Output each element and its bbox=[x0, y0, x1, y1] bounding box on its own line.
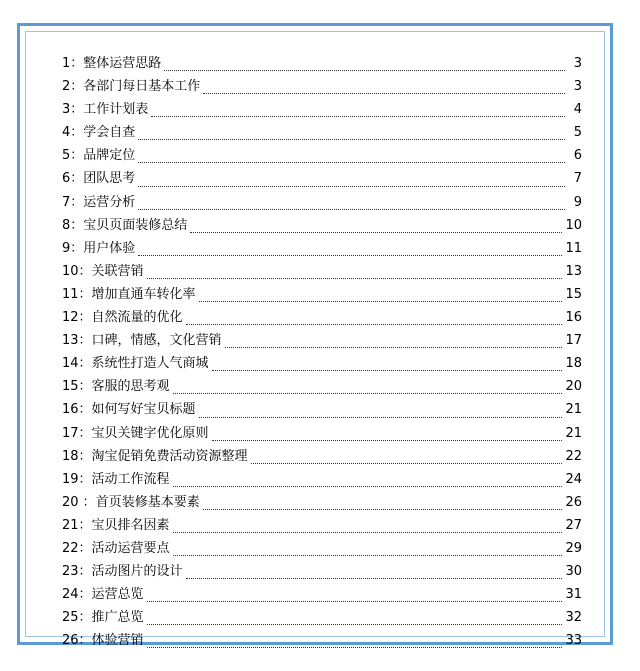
toc-entry-page: 30 bbox=[565, 564, 582, 580]
toc-dot-leader bbox=[190, 231, 562, 233]
toc-entry[interactable] bbox=[62, 537, 582, 560]
toc-entry-page: 26 bbox=[565, 494, 582, 510]
toc-entry-page: 22 bbox=[565, 448, 582, 464]
toc-entry[interactable] bbox=[62, 468, 582, 491]
toc-dot-leader bbox=[173, 554, 563, 556]
toc-entry[interactable] bbox=[62, 329, 582, 352]
toc-entry-number: 4： bbox=[62, 125, 84, 141]
toc-entry-title: 工作计划表 bbox=[83, 102, 149, 118]
toc-entry-number: 23： bbox=[62, 564, 92, 580]
toc-entry-title: 运营总览 bbox=[91, 587, 144, 603]
toc-entry[interactable] bbox=[62, 375, 582, 398]
toc-dot-leader bbox=[212, 439, 563, 441]
toc-dot-leader bbox=[199, 300, 563, 302]
toc-dot-leader bbox=[173, 531, 563, 533]
toc-entry-page: 31 bbox=[565, 587, 582, 603]
toc-entry-title: 推广总览 bbox=[91, 610, 144, 626]
toc-dot-leader bbox=[186, 577, 563, 579]
toc-entry-title: 各部门每日基本工作 bbox=[83, 79, 201, 95]
toc-entry-title: 口碑，情感，文化营销 bbox=[91, 333, 222, 349]
toc-entry-number: 9： bbox=[62, 240, 84, 256]
toc-dot-leader bbox=[147, 623, 563, 625]
toc-entry[interactable] bbox=[62, 606, 582, 629]
toc-entry-title: 淘宝促销免费活动资源整理 bbox=[91, 448, 248, 464]
toc-entry-title: 自然流量的优化 bbox=[91, 310, 183, 326]
toc-dot-leader bbox=[147, 277, 563, 279]
toc-entry-title: 首页装修基本要素 bbox=[95, 494, 200, 510]
toc-dot-leader bbox=[147, 646, 563, 648]
toc-entry-page: 10 bbox=[565, 217, 582, 233]
toc-entry-page: 3 bbox=[573, 79, 582, 95]
toc-entry-title: 活动图片的设计 bbox=[91, 564, 183, 580]
toc-entry[interactable] bbox=[62, 629, 582, 652]
toc-entry-page: 32 bbox=[565, 610, 582, 626]
toc-entry-page: 27 bbox=[565, 517, 582, 533]
toc-entry-title: 如何写好宝贝标题 bbox=[91, 402, 196, 418]
toc-dot-leader bbox=[173, 392, 563, 394]
toc-dot-leader bbox=[147, 600, 563, 602]
toc-entry-number: 13： bbox=[62, 333, 92, 349]
toc-entry-page: 4 bbox=[573, 102, 582, 118]
toc-entry-number: 15： bbox=[62, 379, 92, 395]
toc-entry-title: 宝贝页面装修总结 bbox=[83, 217, 188, 233]
toc-entry-page: 21 bbox=[565, 425, 582, 441]
toc-entry-number: 5： bbox=[62, 148, 84, 164]
toc-entry-title: 体验营销 bbox=[91, 633, 144, 649]
toc-entry-title: 关联营销 bbox=[91, 263, 144, 279]
toc-entry[interactable] bbox=[62, 121, 582, 144]
toc-entry[interactable] bbox=[62, 191, 582, 214]
toc-entry[interactable] bbox=[62, 445, 582, 468]
toc-entry[interactable] bbox=[62, 167, 582, 190]
toc-entry-title: 运营分析 bbox=[83, 194, 136, 210]
toc-entry-number: 6： bbox=[62, 171, 84, 187]
toc-entry-page: 17 bbox=[565, 333, 582, 349]
toc-dot-leader bbox=[138, 208, 565, 210]
toc-entry-page: 20 bbox=[565, 379, 582, 395]
toc-entry-page: 29 bbox=[565, 540, 582, 556]
toc-entry-number: 16： bbox=[62, 402, 92, 418]
toc-entry[interactable] bbox=[62, 237, 582, 260]
toc-entry-title: 增加直通车转化率 bbox=[91, 286, 196, 302]
toc-dot-leader bbox=[225, 346, 563, 348]
toc-entry-title: 活动工作流程 bbox=[91, 471, 170, 487]
toc-entry[interactable] bbox=[62, 560, 582, 583]
toc-entry-number: 2： bbox=[62, 79, 84, 95]
toc-entry-page: 7 bbox=[573, 171, 582, 187]
toc-entry-page: 3 bbox=[573, 56, 582, 71]
toc-entry-title: 宝贝关键字优化原则 bbox=[91, 425, 209, 441]
toc-entry-title: 整体运营思路 bbox=[83, 56, 162, 71]
toc-dot-leader bbox=[164, 69, 565, 71]
toc-dot-leader bbox=[203, 92, 565, 94]
toc-entry-page: 13 bbox=[565, 263, 582, 279]
toc-entry-number: 24： bbox=[62, 587, 92, 603]
toc-dot-leader bbox=[151, 115, 565, 117]
toc-entry-page: 6 bbox=[573, 148, 582, 164]
toc-entry-page: 5 bbox=[573, 125, 582, 141]
toc-entry-page: 16 bbox=[565, 310, 582, 326]
document-frame-outer bbox=[17, 23, 613, 649]
toc-entry-page: 18 bbox=[565, 356, 582, 372]
toc-entry-title: 团队思考 bbox=[83, 171, 136, 187]
toc-entry-title: 用户体验 bbox=[83, 240, 136, 256]
toc-entry[interactable] bbox=[62, 514, 582, 537]
toc-entry-page: 9 bbox=[573, 194, 582, 210]
toc-entry-number: 3： bbox=[62, 102, 84, 118]
table-of-contents bbox=[62, 52, 582, 652]
toc-entry-title: 学会自查 bbox=[83, 125, 136, 141]
toc-dot-leader bbox=[138, 161, 565, 163]
toc-entry-page: 11 bbox=[565, 240, 582, 256]
toc-entry[interactable] bbox=[62, 491, 582, 514]
toc-dot-leader bbox=[203, 508, 563, 510]
toc-entry-number: 14： bbox=[62, 356, 92, 372]
toc-dot-leader bbox=[173, 485, 563, 487]
toc-dot-leader bbox=[138, 185, 565, 187]
toc-entry-number: 22： bbox=[62, 540, 92, 556]
toc-entry-page: 15 bbox=[565, 286, 582, 302]
toc-entry[interactable] bbox=[62, 283, 582, 306]
toc-entry-number: 19： bbox=[62, 471, 92, 487]
toc-dot-leader bbox=[186, 323, 563, 325]
toc-entry[interactable] bbox=[62, 422, 582, 445]
toc-dot-leader bbox=[199, 416, 563, 418]
toc-entry[interactable] bbox=[62, 260, 582, 283]
toc-entry[interactable] bbox=[62, 306, 582, 329]
toc-entry-page: 21 bbox=[565, 402, 582, 418]
toc-entry[interactable] bbox=[62, 52, 582, 75]
toc-entry-title: 品牌定位 bbox=[83, 148, 136, 164]
toc-entry-number: 26： bbox=[62, 633, 92, 649]
toc-entry[interactable] bbox=[62, 352, 582, 375]
toc-entry-title: 客服的思考观 bbox=[91, 379, 170, 395]
toc-entry-title: 系统性打造人气商城 bbox=[91, 356, 209, 372]
toc-entry-number: 11： bbox=[62, 286, 92, 302]
toc-entry[interactable] bbox=[62, 214, 582, 237]
toc-entry-number: 21： bbox=[62, 517, 92, 533]
toc-dot-leader bbox=[138, 138, 565, 140]
toc-entry[interactable] bbox=[62, 75, 582, 98]
toc-entry-number: 25： bbox=[62, 610, 92, 626]
toc-entry-number: 10： bbox=[62, 263, 92, 279]
toc-entry-number: 17： bbox=[62, 425, 92, 441]
toc-dot-leader bbox=[212, 369, 563, 371]
toc-entry-number: 12： bbox=[62, 310, 92, 326]
toc-dot-leader bbox=[251, 462, 563, 464]
toc-entry-title: 宝贝排名因素 bbox=[91, 517, 170, 533]
document-frame-inner bbox=[25, 31, 605, 649]
toc-entry[interactable] bbox=[62, 98, 582, 121]
toc-entry-number: 1： bbox=[62, 56, 84, 71]
toc-entry[interactable] bbox=[62, 583, 582, 606]
toc-entry-page: 24 bbox=[565, 471, 582, 487]
toc-entry-number: 8： bbox=[62, 217, 84, 233]
toc-dot-leader bbox=[138, 254, 562, 256]
toc-entry-number: 18： bbox=[62, 448, 92, 464]
toc-entry[interactable] bbox=[62, 398, 582, 421]
toc-entry-title: 活动运营要点 bbox=[91, 540, 170, 556]
toc-entry[interactable] bbox=[62, 144, 582, 167]
toc-entry-page: 33 bbox=[565, 633, 582, 649]
toc-entry-number: 20 ： bbox=[62, 494, 96, 510]
toc-entry-number: 7： bbox=[62, 194, 84, 210]
